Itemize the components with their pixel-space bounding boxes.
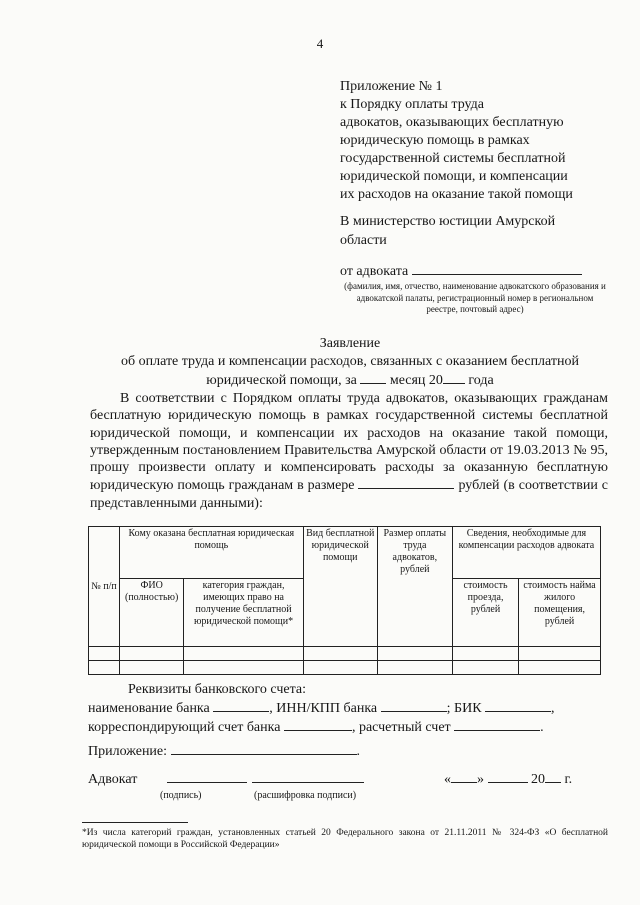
signature-decode-field[interactable] — [252, 770, 364, 783]
header-whom: Кому оказана бесплатная юридическая помощь — [119, 527, 303, 579]
attachment-label: Приложение: — [88, 744, 168, 759]
annex-line: к Порядку оплаты труда — [340, 97, 484, 112]
addressee-line: области — [340, 233, 387, 248]
decode-hint: (расшифровка подписи) — [254, 790, 357, 801]
bank-details — [88, 681, 608, 737]
bik-field[interactable] — [485, 699, 551, 712]
statement-body — [90, 390, 608, 512]
statement-title: Заявление — [319, 336, 381, 351]
settlement-account-field[interactable] — [454, 718, 540, 731]
statement-subtitle: об оплате труда и компенсации расходов, связанных с оказанием бесплатной — [120, 354, 579, 369]
bank-line-2: корреспондирующий счет банка , расчетный счет . — [88, 720, 544, 735]
from-hint: (фамилия, имя, отчество, наименование адвокатского образования и адвокатской палаты, регистрационный номер в региональном реестре, почтовый адрес) — [344, 281, 606, 314]
signature-field[interactable] — [167, 770, 247, 783]
header-type: Вид бесплатной юридической помощи — [303, 527, 377, 647]
annex-line: их расходов на оказание такой помощи — [340, 187, 573, 202]
date-day-field[interactable] — [451, 770, 477, 783]
bank-name-field[interactable] — [213, 699, 269, 712]
advocate-name-field[interactable] — [412, 262, 582, 275]
bank-title: Реквизиты банковского счета: — [128, 682, 306, 697]
table-row[interactable] — [89, 647, 601, 661]
header-travel: стоимость проезда, рублей — [452, 579, 518, 647]
header-amount: Размер оплаты труда адвокатов, рублей — [377, 527, 452, 647]
page-number: 4 — [316, 36, 324, 51]
body-text-end: рублей (в соответствии с представленными данными): — [90, 478, 609, 511]
annex-header — [340, 78, 610, 204]
statement-period: юридической помощи, за месяц 20 года — [206, 373, 494, 388]
annex-line: адвокатов, оказывающих бесплатную — [340, 115, 564, 130]
annex-line: юридическую помощь в рамках — [340, 133, 530, 148]
corr-account-field[interactable] — [284, 718, 352, 731]
signature-hint: (подпись) — [160, 790, 202, 801]
bank-line-1: наименование банка , ИНН/КПП банка ; БИК , — [88, 701, 555, 716]
attachment: Приложение: . — [88, 744, 361, 759]
addressee — [340, 212, 610, 250]
annex-line: государственной системы бесплатной — [340, 151, 566, 166]
date-year-field[interactable] — [545, 770, 561, 783]
from-label: от адвоката — [340, 264, 409, 279]
table-row[interactable] — [89, 661, 601, 675]
addressee-line: В министерство юстиции Амурской — [340, 214, 556, 229]
header-fio: ФИО (полностью) — [119, 579, 183, 647]
annex-line: юридической помощи, и компенсации — [340, 169, 568, 184]
footnote: *Из числа категорий граждан, установленных статьей 20 Федерального закона от 21.11.2011 № 324-ФЗ «О бесплатной юридической помощи в Российской Федерации» — [82, 828, 608, 850]
month-field[interactable] — [360, 371, 386, 384]
signature-line — [88, 770, 608, 788]
attachment-field[interactable] — [171, 742, 357, 755]
from-advocate — [340, 262, 610, 280]
amount-field[interactable] — [358, 476, 454, 489]
inn-kpp-field[interactable] — [381, 699, 447, 712]
year-field[interactable] — [443, 371, 465, 384]
header-info: Сведения, необходимые для компенсации расходов адвоката — [452, 527, 600, 579]
claims-table — [88, 526, 601, 675]
header-num: № п/п — [89, 527, 120, 647]
header-housing: стоимость найма жилого помещения, рублей — [519, 579, 601, 647]
body-text-start: В соответствии с Порядком оплаты труда адвокатов, оказывающих гражданам бесплатную юридическую помощь в рамках государственной системы бесплатной юридической помощи, и компенсации их расходов на оказание такой помощи, утвержденным постановлением Правительства Амурской области от 19.03.2013 № 95, прошу произвести оплату и компенсировать расходы за оказанную бесплатную юридическую помощь гражданам в размере — [90, 391, 608, 494]
advocate-label: Адвокат — [88, 772, 138, 787]
date-month-field[interactable] — [488, 770, 528, 783]
statement-title-block — [60, 335, 640, 390]
header-category: категория граждан, имеющих право на получение бесплатной юридической помощи* — [184, 579, 303, 647]
date-block: « » 20 г. — [444, 772, 573, 787]
annex-line: Приложение № 1 — [340, 79, 443, 94]
footnote-divider — [82, 822, 188, 823]
